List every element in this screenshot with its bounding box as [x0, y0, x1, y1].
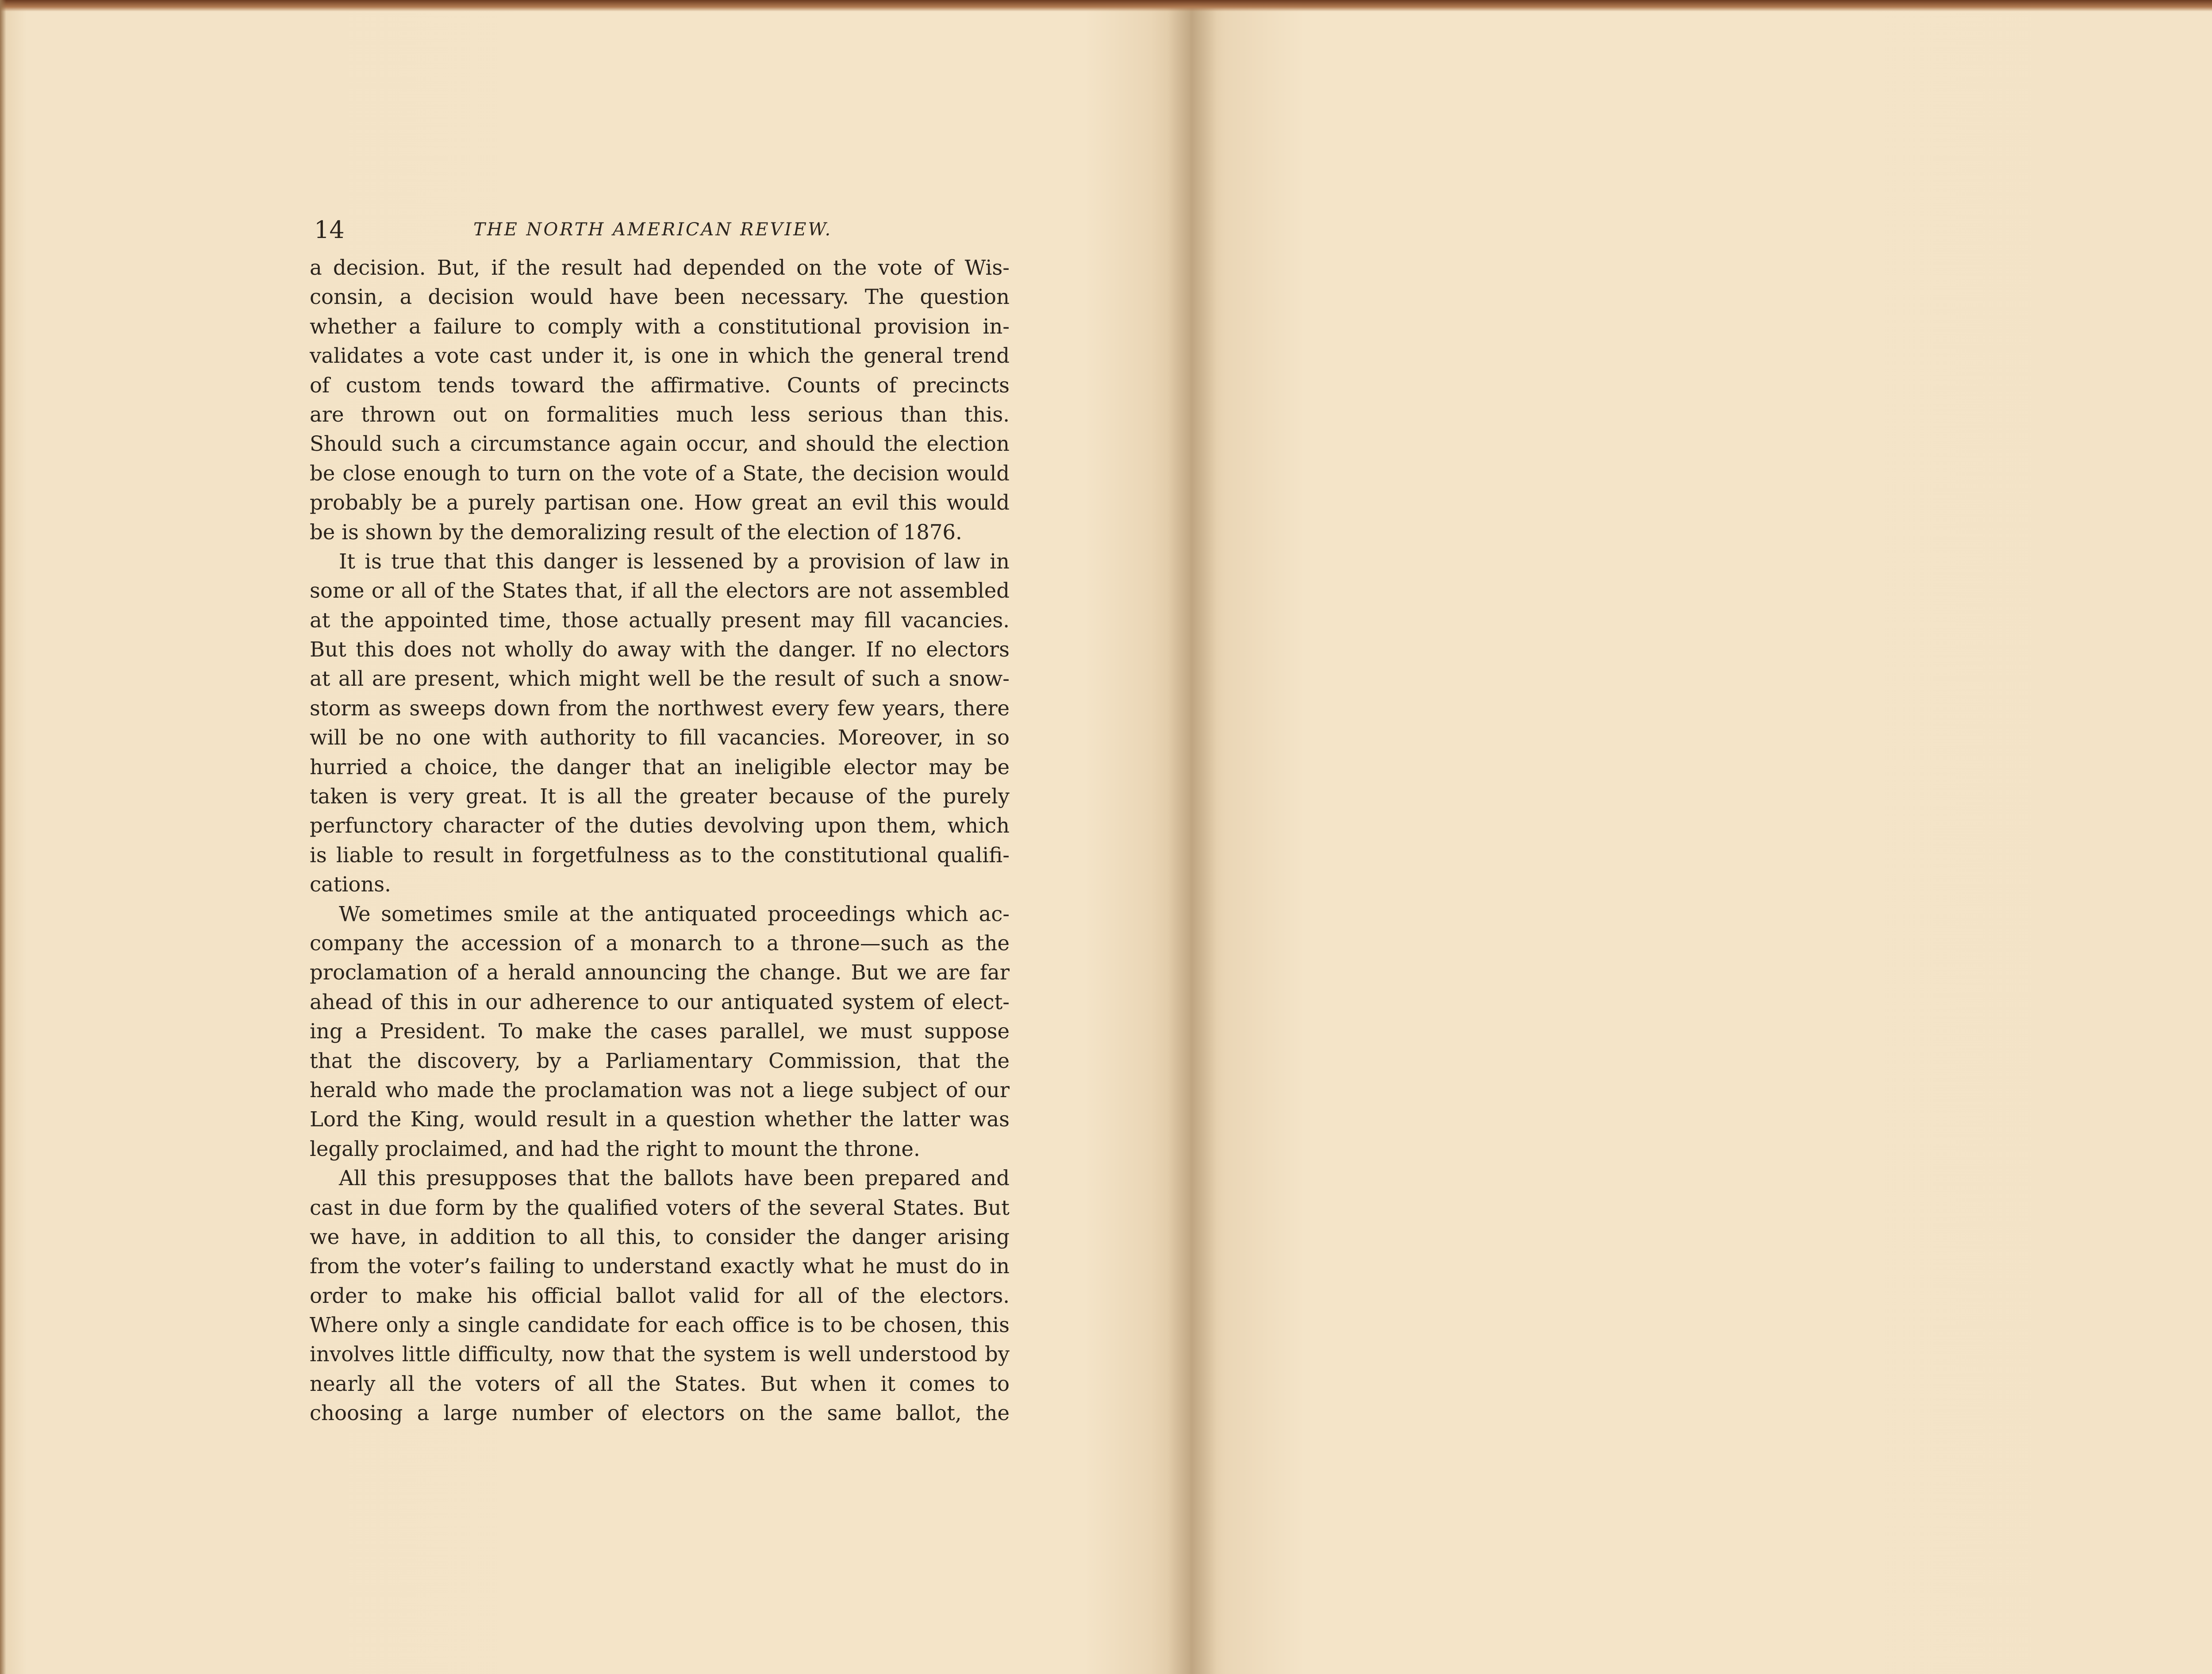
text-line: from the voter’s failing to understand exactly what he must do in	[310, 1254, 1010, 1279]
text-line: whether a failure to comply with a constitutional provision in-	[310, 314, 1010, 338]
text-line: be is shown by the demoralizing result of the election of 1876.	[310, 520, 962, 544]
text-line: is liable to result in forgetfulness as to the constitutional qualifi-	[310, 843, 1010, 867]
text-line: It is true that this danger is lessened by a provision of law in	[339, 549, 1010, 573]
text-line: We sometimes smile at the antiquated proceedings which ac-	[339, 902, 1010, 926]
text-line: company the accession of a monarch to a throne—such as the	[310, 931, 1010, 955]
right-page	[1190, 0, 2212, 1674]
text-line: involves little difficulty, now that the system is well understood by	[310, 1342, 1010, 1367]
text-line: at all are present, which might well be the result of such a snow-	[310, 667, 1010, 691]
left-text-column	[310, 253, 1010, 1428]
text-line: will be no one with authority to fill vacancies. Moreover, in so	[310, 726, 1010, 750]
text-line: cations.	[310, 872, 391, 897]
text-line: storm as sweeps down from the northwest every few years, there	[310, 696, 1010, 720]
left-running-title: THE NORTH AMERICAN REVIEW.	[473, 219, 833, 240]
text-line: But this does not wholly do away with the danger. If no electors	[310, 637, 1010, 662]
text-line: perfunctory character of the duties devolving upon them, which	[310, 814, 1010, 838]
text-line: that the discovery, by a Parliamentary Commission, that the	[310, 1048, 1010, 1073]
text-line: cast in due form by the qualified voters of the several States. But	[310, 1195, 1010, 1220]
text-line: legally proclaimed, and had the right to mount the throne.	[310, 1136, 920, 1161]
text-line: validates a vote cast under it, is one in which the general trend	[310, 344, 1010, 368]
text-line: of custom tends toward the affirmative. Counts of precincts	[310, 373, 1010, 397]
text-line: choosing a large number of electors on the same ballot, the	[310, 1401, 1010, 1425]
left-page-number: 14	[314, 216, 345, 244]
text-line: probably be a purely partisan one. How great an evil this would	[310, 491, 1010, 515]
text-line: at the appointed time, those actually present may fill vacancies.	[310, 608, 1010, 632]
text-line: consin, a decision would have been necessary. The question	[310, 285, 1010, 309]
text-line: ahead of this in our adherence to our antiquated system of elect-	[310, 990, 1010, 1014]
top-page-edge	[0, 0, 2212, 12]
text-line: hurried a choice, the danger that an ineligible elector may be	[310, 755, 1010, 779]
text-line: taken is very great. It is all the greater because of the purely	[310, 784, 1010, 809]
text-line: order to make his official ballot valid for all of the electors.	[310, 1283, 1010, 1308]
text-line: are thrown out on formalities much less serious than this.	[310, 402, 1010, 426]
text-line: Should such a circumstance again occur, and should the election	[310, 432, 1010, 456]
text-line: we have, in addition to all this, to consider the danger arising	[310, 1225, 1010, 1249]
text-line: ing a President. To make the cases parallel, we must suppose	[310, 1019, 1010, 1044]
text-line: nearly all the voters of all the States. But when it comes to	[310, 1371, 1010, 1396]
text-line: a decision. But, if the result had depended on the vote of Wis-	[310, 256, 1010, 280]
text-line: herald who made the proclamation was not a liege subject of our	[310, 1078, 1010, 1102]
text-line: All this presupposes that the ballots have been prepared and	[339, 1166, 1010, 1190]
text-line: be close enough to turn on the vote of a State, the decision would	[310, 461, 1010, 485]
text-line: Where only a single candidate for each office is to be chosen, this	[310, 1313, 1010, 1337]
text-line: Lord the King, would result in a question whether the latter was	[310, 1107, 1010, 1132]
left-page-edge	[0, 0, 6, 1674]
left-page-header	[314, 216, 1009, 247]
text-line: proclamation of a herald announcing the change. But we are far	[310, 960, 1010, 985]
book-gutter	[1168, 0, 1217, 1674]
text-line: some or all of the States that, if all the electors are not assembled	[310, 579, 1010, 603]
